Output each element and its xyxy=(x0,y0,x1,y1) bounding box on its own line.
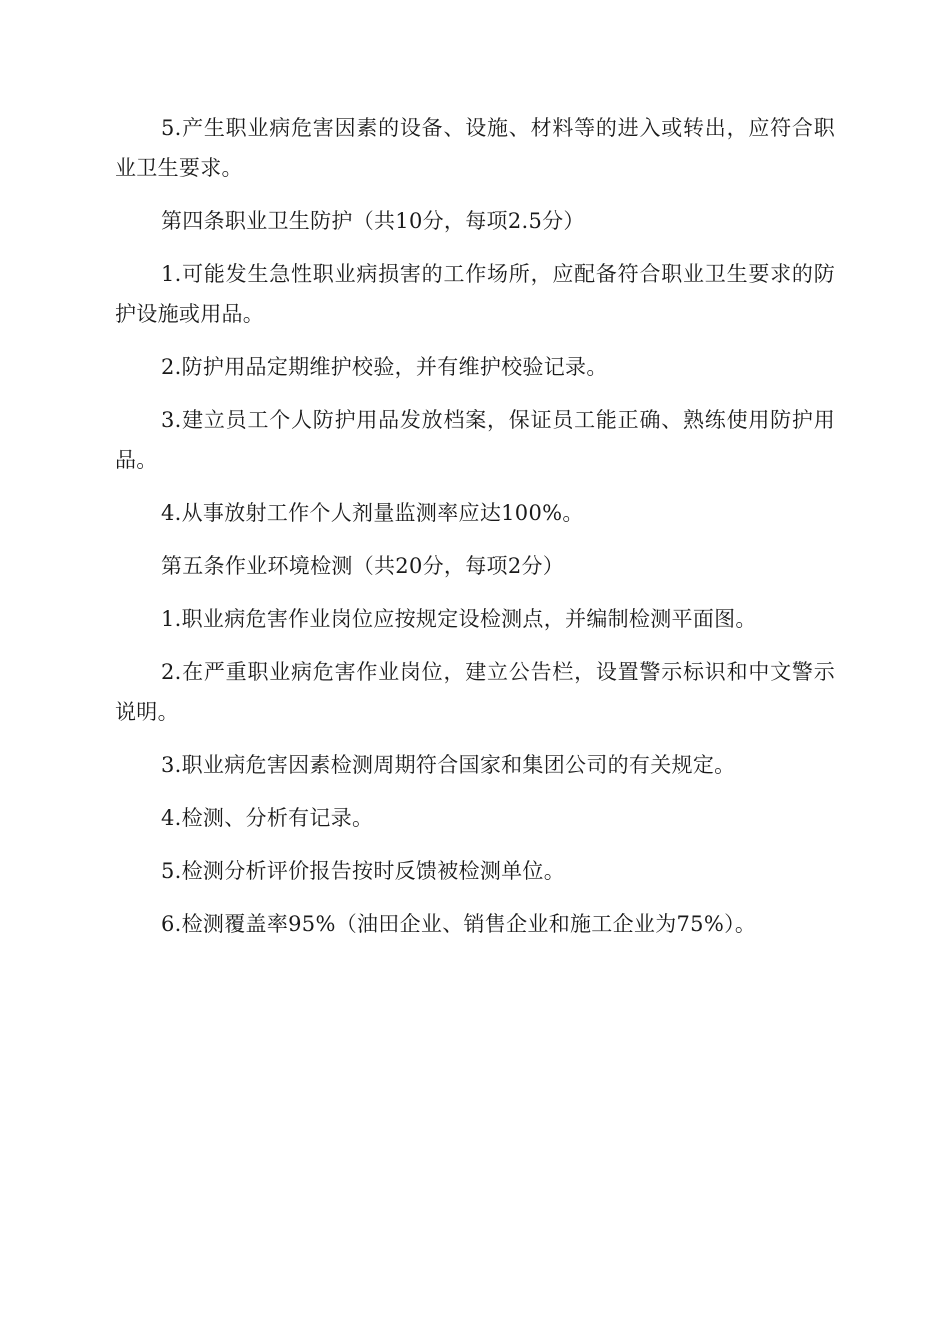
document-body xyxy=(115,108,835,957)
item-1-detection-points: 1.职业病危害作业岗位应按规定设检测点，并编制检测平面图。 xyxy=(161,607,757,631)
item-2-maintenance-records: 2.防护用品定期维护校验，并有维护校验记录。 xyxy=(161,355,608,379)
item-4-detection-records: 4.检测、分析有记录。 xyxy=(161,806,374,830)
item-5-report-feedback: 5.检测分析评价报告按时反馈被检测单位。 xyxy=(161,859,566,883)
article-5-heading: 第五条作业环境检测（共20分，每项2分） xyxy=(161,554,565,578)
item-2-bulletin-board: 2.在严重职业病危害作业岗位，建立公告栏，设置警示标识和中文警示说明。 xyxy=(115,660,835,724)
item-1-protective-facilities: 1.可能发生急性职业病损害的工作场所，应配备符合职业卫生要求的防护设施或用品。 xyxy=(115,262,835,326)
item-4-radiation-dose-monitoring: 4.从事放射工作个人剂量监测率应达100%。 xyxy=(161,501,584,525)
item-5-equipment-transfer: 5.产生职业病危害因素的设备、设施、材料等的进入或转出，应符合职业卫生要求。 xyxy=(115,116,835,180)
item-3-ppe-archive: 3.建立员工个人防护用品发放档案，保证员工能正确、熟练使用防护用品。 xyxy=(115,408,835,472)
item-6-coverage-rate: 6.检测覆盖率95%（油田企业、销售企业和施工企业为75%）。 xyxy=(161,912,757,936)
article-4-heading: 第四条职业卫生防护（共10分，每项2.5分） xyxy=(161,209,585,233)
item-3-detection-cycle: 3.职业病危害因素检测周期符合国家和集团公司的有关规定。 xyxy=(161,753,736,777)
